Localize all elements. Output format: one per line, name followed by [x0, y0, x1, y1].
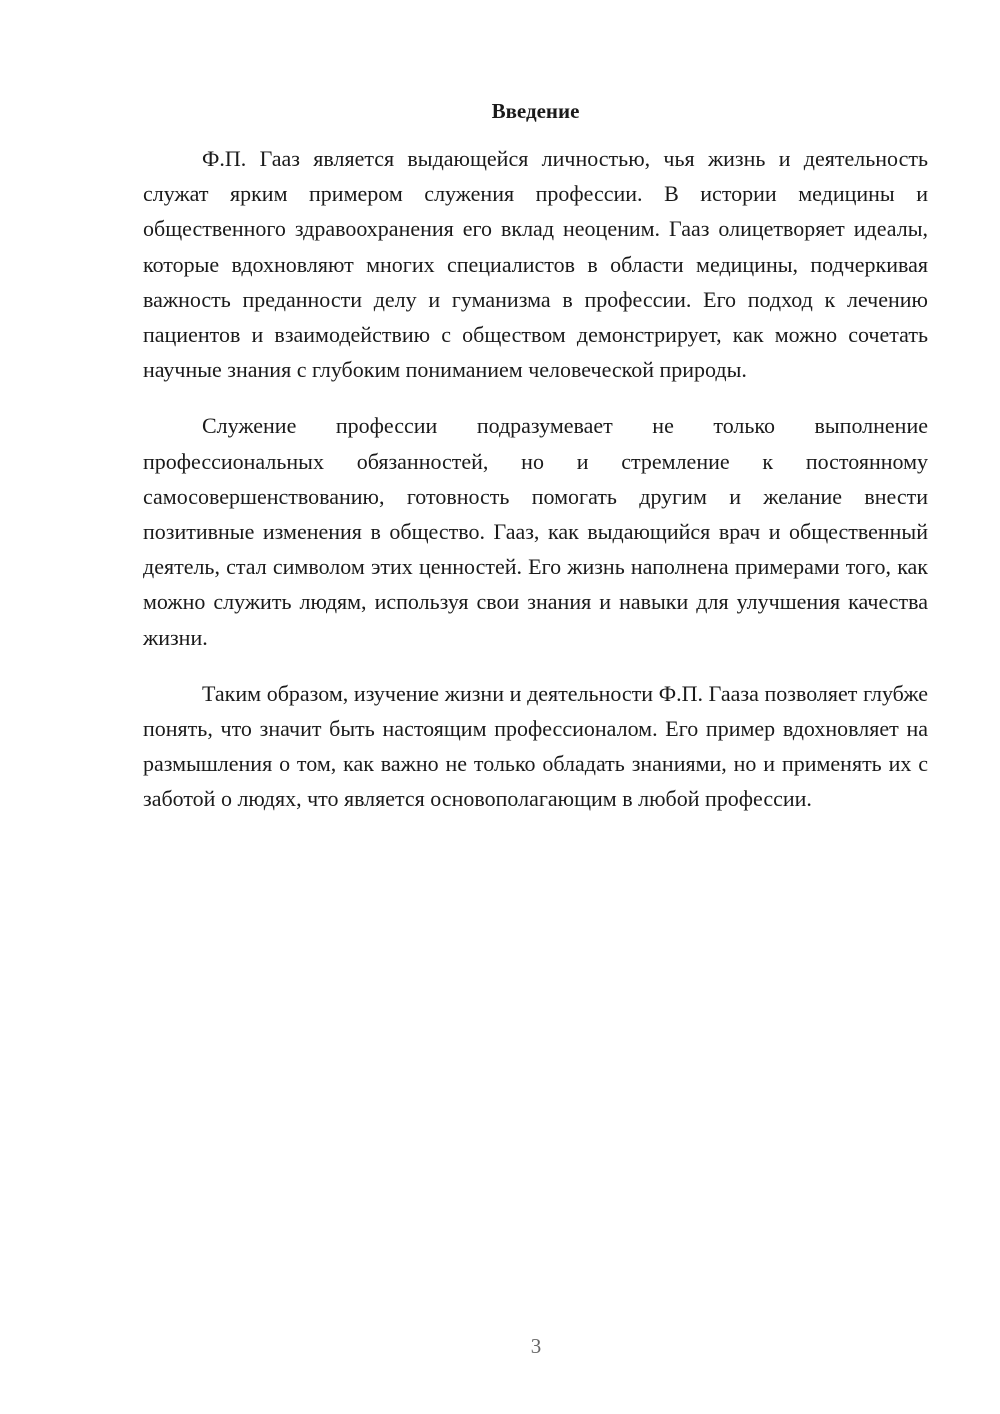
section-heading: Введение	[491, 99, 580, 123]
body-text	[143, 141, 928, 838]
paragraph-2: Служение профессии подразумевает не только выполнение профессиональных обязанностей, но и стремление к постоянному самосовершенствованию, готовность помогать другим и желание внести позитивные изменения в общество. Гааз, как выдающийся врач и общественный деятель, стал символом этих ценностей. Его жизнь наполнена примерами того, как можно служить людям, используя свои знания и навыки для улучшения качества жизни.	[143, 413, 928, 650]
paragraph-1: Ф.П. Гааз является выдающейся личностью, чья жизнь и деятельность служат ярким примером служения профессии. В истории медицины и общественного здравоохранения его вклад неоценим. Гааз олицетворяет идеалы, которые вдохновляют многих специалистов в области медицины, подчеркивая важность преданности делу и гуманизма в профессии. Его подход к лечению пациентов и взаимодействию с обществом демонстрирует, как можно сочетать научные знания с глубоким пониманием человеческой природы.	[143, 146, 928, 383]
page-number: 3	[530, 1334, 542, 1358]
paragraph-3: Таким образом, изучение жизни и деятельности Ф.П. Гааза позволяет глубже понять, что значит быть настоящим профессионалом. Его пример вдохновляет на размышления о том, как важно не только обладать знаниями, но и применять их с заботой о людях, что является основополагающим в любой профессии.	[143, 680, 928, 812]
